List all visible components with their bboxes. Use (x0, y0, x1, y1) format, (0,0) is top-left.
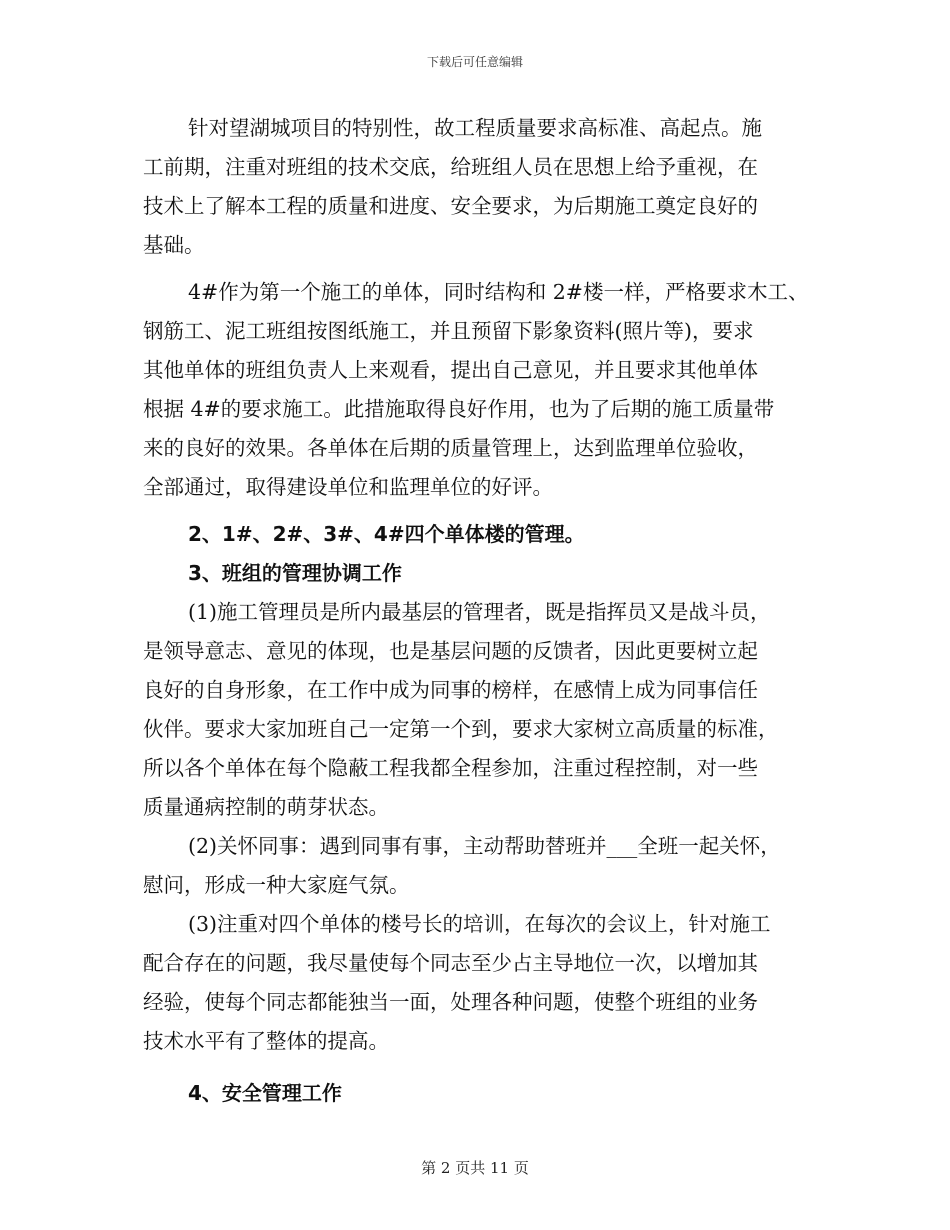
paragraph-line: (3)注重对四个单体的楼号长的培训，在每次的会议上，针对施工 (188, 912, 771, 936)
paragraph-line: 技术水平有了整体的提高。 (143, 1029, 389, 1053)
paragraph-line: 4#作为第一个施工的单体，同时结构和 2#楼一样，严格要求木工、 (188, 280, 809, 304)
paragraph-line: 来的良好的效果。各单体在后期的质量管理上，达到监理单位验收， (143, 436, 758, 460)
section-heading: 3、班组的管理协调工作 (188, 561, 402, 585)
paragraph-line: 经验，使每个同志都能独当一面，处理各种问题，使整个班组的业务 (143, 990, 758, 1014)
paragraph-line: 慰问，形成一种大家庭气氛。 (143, 873, 410, 897)
paragraph-line: (1)施工管理员是所内最基层的管理者，既是指挥员又是战斗员， (188, 600, 771, 624)
page-footer: 第 2 页共 11 页 (421, 1159, 529, 1177)
paragraph-line: 是领导意志、意见的体现，也是基层问题的反馈者，因此更要树立起 (143, 639, 758, 663)
paragraph-line: 良好的自身形象，在工作中成为同事的榜样，在感情上成为同事信任 (143, 678, 758, 702)
paragraph-line: 其他单体的班组负责人上来观看，提出自己意见，并且要求其他单体 (143, 358, 758, 382)
paragraph-line: 全部通过，取得建设单位和监理单位的好评。 (143, 475, 553, 499)
paragraph-line: (2)关怀同事：遇到同事有事，主动帮助替班并___全班一起关怀， (188, 834, 781, 858)
paragraph-line: 根据 4#的要求施工。此措施取得良好作用，也为了后期的施工质量带 (143, 397, 775, 421)
paragraph-line: 伙伴。要求大家加班自己一定第一个到，要求大家树立高质量的标准， (143, 717, 779, 741)
section-heading: 2、1#、2#、3#、4#四个单体楼的管理。 (188, 522, 585, 546)
paragraph-line: 针对望湖城项目的特别性，故工程质量要求高标准、高起点。施 (188, 116, 762, 140)
paragraph-line: 技术上了解本工程的质量和进度、安全要求，为后期施工奠定良好的 (143, 194, 758, 218)
paragraph-line: 工前期，注重对班组的技术交底，给班组人员在思想上给予重视，在 (143, 155, 758, 179)
paragraph-line: 所以各个单体在每个隐蔽工程我都全程参加，注重过程控制，对一些 (143, 756, 758, 780)
document-body (143, 109, 815, 1113)
paragraph-line: 质量通病控制的萌芽状态。 (143, 795, 389, 819)
section-heading: 4、安全管理工作 (188, 1081, 342, 1105)
page-header: 下载后可任意编辑 (426, 55, 523, 69)
paragraph-line: 基础。 (143, 233, 205, 257)
paragraph-line: 钢筋工、泥工班组按图纸施工，并且预留下影象资料(照片等)，要求 (143, 319, 754, 343)
paragraph-line: 配合存在的问题，我尽量使每个同志至少占主导地位一次，以增加其 (143, 951, 758, 975)
